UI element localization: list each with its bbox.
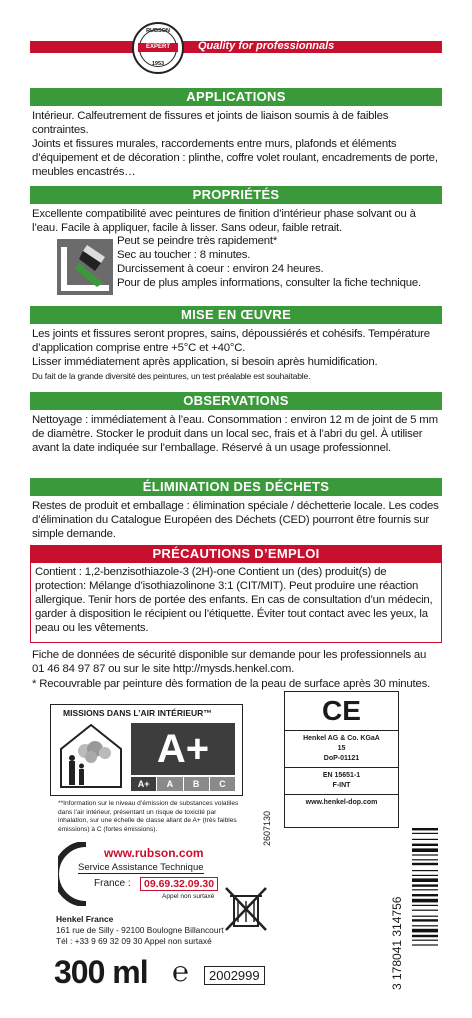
barcode-bar	[412, 935, 438, 937]
company-block	[56, 914, 256, 947]
usage-note: Du fait de la grande diversité des peintures, un test préalable est souhaitable.	[32, 371, 311, 381]
ce-mark: CE	[322, 695, 361, 726]
safety-sheet-text: Fiche de données de sécurité disponible sur demande pour les professionnels au 01 46 84 97 87 ou sur le site http://mysds.henkel.com.	[32, 649, 427, 675]
ce-manufacturer: Henkel AG & Co. KGaA	[303, 735, 380, 742]
barcode-bar	[412, 919, 438, 921]
barcode-bar	[412, 905, 438, 906]
barcode-bar	[412, 940, 438, 941]
disposal-title: ÉLIMINATION DES DÉCHETS	[30, 478, 442, 496]
scale-aplus: A+	[131, 777, 156, 791]
usage-title: MISE EN ŒUVRE	[30, 306, 442, 324]
indoor-air-label	[50, 704, 243, 796]
property-bullet: Sec au toucher : 8 minutes.	[117, 249, 251, 261]
properties-bullets	[117, 234, 421, 290]
article-number: 2607130	[262, 810, 272, 846]
seal-top: RUBSON	[146, 28, 170, 34]
paint-brush-icon	[57, 239, 113, 295]
barcode-bar	[412, 870, 438, 871]
barcode-bar	[412, 916, 438, 917]
properties-section	[30, 186, 442, 235]
barcode	[412, 826, 438, 986]
precautions-text: Contient : 1,2-benzisothiazole-3 (2H)-one Contient un (des) produit(s) de protection: Mélange d’isothiazolinone 3:1 (CIT/MIT). Peut produire une réaction allergique. Tenir hors de portée des enfants. En cas de consultation d’un médecin, garder à disposition le récipient ou l’étiquette. Éviter tout contact avec les yeux, la peau ou les vêtements.	[35, 566, 433, 634]
observations-title: OBSERVATIONS	[30, 392, 442, 410]
safety-footnote: * Recouvrable par peinture dès formation de la peau de surface après 30 minutes.	[32, 678, 431, 690]
barcode-bar	[412, 844, 438, 846]
scale-c: C	[210, 777, 235, 791]
ce-details	[285, 730, 398, 767]
ce-year: 15	[337, 745, 346, 752]
barcode-bar	[412, 833, 438, 834]
service-block	[58, 842, 228, 906]
barcode-digits: 3 178041 314756	[390, 896, 404, 990]
applications-text2: Joints et fissures murales, raccordements entre murs, plafonds et éléments d’équipement et de décoration : plinthe, coffre volet roulant, encadrements de porte, meubles encastrés…	[32, 138, 438, 178]
properties-title: PROPRIÉTÉS	[30, 186, 442, 204]
indoor-air-note: **Information sur le niveau d’émission de substances volatiles dans l’air intérieur, présentant un risque de toxicité par inhalation, sur une échelle de classe allant de A+ (très faibles émissions) à C (fortes émissions).	[58, 800, 239, 833]
rating-scale	[131, 777, 235, 791]
applications-section	[30, 88, 442, 179]
service-url[interactable]: www.rubson.com	[104, 846, 204, 860]
usage-section	[30, 306, 442, 382]
property-bullet: Durcissement à coeur : environ 24 heures.	[117, 263, 324, 275]
applications-text: Intérieur. Calfeutrement de fissures et joints de liaison soumis à de faibles contraintes.	[32, 110, 389, 136]
barcode-bar	[412, 884, 438, 886]
service-label: Service Assistance Technique	[78, 862, 204, 873]
barcode-bar	[412, 859, 438, 860]
observations-section	[30, 392, 442, 455]
barcode-bar	[412, 925, 438, 926]
rubson-expert-seal	[132, 22, 184, 74]
barcode-bar	[412, 848, 438, 852]
barcode-bar	[412, 899, 438, 903]
barcode-bar	[412, 894, 438, 896]
ce-norm-block	[285, 767, 398, 794]
scale-b: B	[184, 777, 209, 791]
ce-url: www.henkel-dop.com	[285, 794, 398, 811]
product-volume: 300 ml	[54, 954, 148, 990]
product-code: 2002999	[204, 966, 265, 985]
seal-mid: EXPERT	[138, 43, 178, 52]
precautions-box	[30, 545, 442, 643]
barcode-bar	[412, 889, 438, 890]
barcode-bar	[412, 863, 438, 865]
usage-text2: Lisser immédiatement après application, si besoin après humidification.	[32, 356, 378, 368]
house-icon	[59, 723, 123, 789]
disposal-section	[30, 478, 442, 541]
barcode-bar	[412, 839, 438, 840]
ce-class: F-INT	[332, 782, 351, 789]
estimated-sign: ℮	[172, 956, 189, 987]
precautions-title: PRÉCAUTIONS D’EMPLOI	[30, 545, 442, 563]
company-name: Henkel France	[56, 914, 114, 924]
company-tel: Tél : +33 9 69 32 09 30 Appel non surtaxé	[56, 936, 212, 946]
ce-dop: DoP-01121	[323, 755, 360, 762]
phone-arc-icon	[58, 842, 88, 906]
barcode-bar	[412, 910, 438, 911]
ce-marking	[284, 691, 399, 828]
disposal-text: Restes de produit et emballage : élimination spéciale / déchetterie locale. Les codes d’élimination du Catalogue Européen des Déchets (CED) pourront être fournis sur simple demande.	[32, 500, 439, 540]
ce-norm: EN 15651-1	[322, 772, 361, 779]
scale-a: A	[157, 777, 182, 791]
safety-sheet	[30, 645, 442, 691]
barcode-bar	[412, 828, 438, 830]
barcode-bar	[412, 944, 438, 945]
barcode-bar	[412, 854, 438, 855]
property-bullet: Pour de plus amples informations, consulter la fiche technique.	[117, 277, 421, 289]
brand-banner	[30, 41, 442, 53]
indoor-air-title: MISSIONS DANS L’AIR INTÉRIEUR™	[63, 708, 212, 718]
rating-badge: A+	[131, 723, 235, 775]
applications-title: APPLICATIONS	[30, 88, 442, 106]
properties-text: Excellente compatibilité avec peintures de finition d’intérieur phase solvant ou à l’eau. Facile à appliquer, facile à lisser. Sans odeur, faible retrait.	[32, 208, 416, 234]
service-phone[interactable]: 09.69.32.09.30	[140, 877, 218, 891]
usage-text: Les joints et fissures seront propres, sains, dépoussiérés et cohésifs. Température d’application comprise entre +5°C et +40°C.	[32, 328, 430, 354]
service-phone-label: France :	[94, 878, 131, 889]
barcode-bar	[412, 875, 438, 876]
property-bullet: Peut se peindre très rapidement*	[117, 235, 278, 247]
barcode-bar	[412, 878, 438, 882]
seal-bottom: 1953	[151, 61, 165, 67]
tagline: Quality for professionnals	[198, 40, 335, 52]
observations-text: Nettoyage : immédiatement à l’eau. Consommation : environ 12 m de joint de 5 mm de diamètre. Stocker le produit dans un local sec, frais et à l’abri du gel. À utiliser avant la date indiquée sur l’emballage. Réservé à un usage professionnel.	[32, 414, 438, 454]
service-phone-note: Appel non surtaxé	[162, 893, 215, 900]
barcode-bar	[412, 929, 438, 933]
company-address: 161 rue de Silly - 92100 Boulogne Billancourt	[56, 925, 224, 935]
